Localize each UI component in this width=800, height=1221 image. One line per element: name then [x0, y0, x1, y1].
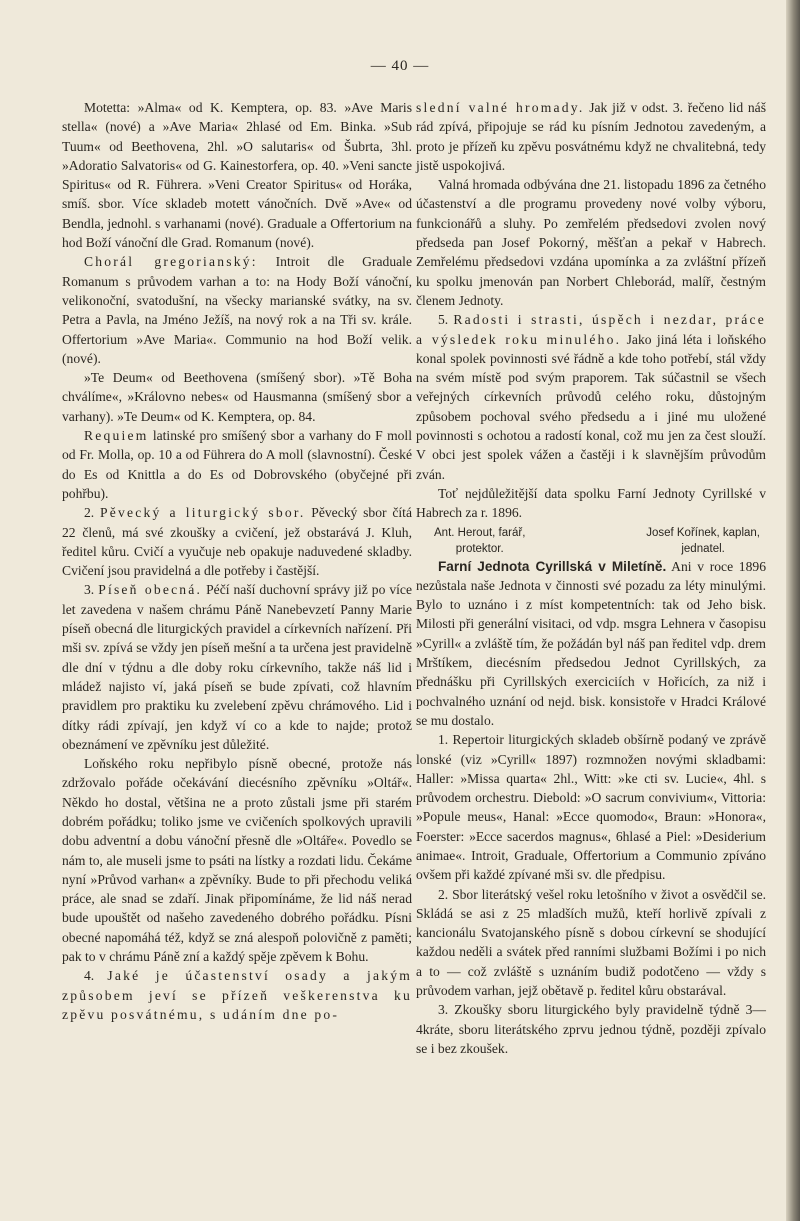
- page-number: — 40 —: [370, 58, 430, 74]
- paragraph: 2. Sbor literátský vešel roku letošního v život a osvědčil se. Skládá se asi z 25 mladších mužů, kteří horlivě zpívali z kancionálu Svatojanského písně s dobou církevní se shodující každou neděli a svátek před ranními službami Božími i po nich a to — což zvláště s uznáním budiž podotčeno — vždy s průvodem varhan, jejž obětavě p. ředitel kůru obstarával.: [416, 886, 766, 999]
- signature-block: [416, 523, 766, 557]
- section-lead: Chorál gregorianský:: [84, 254, 258, 270]
- paragraph: 5. Radosti i strasti, úspěch i nezdar, práce a výsledek roku minulého. Jako jiná léta i loňského konal spolek povinnosti své řádně a kde toho potřebí, stál vždy na svém místě pod svým praporem. Tak súčastnil se všech veřejných církevních průvodů celého roku, důstojným způsobem pochoval svého předsedu a i jiné mu uložené povinnosti s ochotou a radostí konal, což mu jen za čest slouží. V obci jest spolek vážen a častěji i k slavnějším průvodům zván.: [416, 312, 766, 482]
- paragraph: »Te Deum« od Beethovena (smíšený sbor). »Tě Boha chválíme«, »Královno nebes« od Hausmanna (smíšený sbor a varhany). »Te Deum« od K. Kemptera, op. 84.: [62, 370, 412, 424]
- section-lead: Requiem: [84, 428, 149, 444]
- page-edge: [786, 0, 800, 1221]
- signature-role: jednatel.: [681, 542, 725, 555]
- section-number: 2.: [84, 505, 95, 521]
- paragraph: Motetta: »Alma« od K. Kemptera, op. 83. »Ave Maris stella« (nové) a »Ave Maria« 2hlasé od Em. Binka. »Sub Tuum« od Beethovena, 2hl. »O salutaris« od Šubrta, 3hl. »Adoratio Salvatoris« od G. Kainestorfera, op. 40. »Veni sancte Spiritus« od R. Führera. »Veni Creator Spiritus« od Horáka, smíš. sbor. Více skladeb motett vánočních. Dvě »Ave« od Bendla, jednohl. s varhanami (nové). Graduale a Offertorium na hod Boží vánoční dle Grad. Romanum (nové).: [62, 100, 412, 251]
- signature-name: Josef Kořínek, kaplan,: [646, 526, 760, 539]
- section-heading: Farní Jednota Cyrillská v Miletíně.: [438, 558, 667, 574]
- right-column: [416, 98, 766, 1058]
- section-lead: Pěvecký a liturgický sbor.: [100, 505, 306, 521]
- signature-right: [646, 525, 760, 557]
- paragraph: Valná hromada odbývána dne 21. listopadu 1896 za četného účastenství a dle programu provedeny nové volby výboru, funkcionářů a sluhy. Po zemřelém předsedovi zvolen nový předseda pan Josef Pokorný, měšťan a pekař v Habrech. Zemřelému předsedovi vzdána upomínka a za zvláštní přízeň ku spolku jmenován pan Norbert Chleborád, malíř, čestným členem Jednoty.: [416, 177, 766, 308]
- paragraph: Farní Jednota Cyrillská v Miletíně. Ani v roce 1896 nezůstala naše Jednota v činnosti své pozadu za léty minulými. Bylo to uznáno i z míst kompetentních: tak od Jeho bisk. Milosti při generální visitaci, od vdp. msgra Lehnera v časopisu »Cyrill« a zvláště tím, že požádán byl náš pan ředitel vdp. drem Mrštíkem, diecésním předsedou Jednot Cyrillských, za přednášku při Cyrillských exerciciích v Hořicích, za niž i pochvalného uznání od nejd. bisk. konsistoře v Hradci Králové se mu dostalo.: [416, 558, 766, 728]
- signature-name: Ant. Herout, farář,: [434, 526, 526, 539]
- paragraph: 3. Zkoušky sboru liturgického byly pravidelně týdně 3—4kráte, sboru literátského zprvu jednou týdně, později zpívalo se i bez zkoušek.: [416, 1002, 766, 1056]
- signature-role: protektor.: [455, 542, 504, 555]
- section-lead: Radosti i strasti, úspěch i nezdar, práce a výsledek roku minulého.: [416, 312, 766, 347]
- paragraph: 2. Pěvecký a liturgický sbor. Pěvecký sbor čítá 22 členů, má své zkoušky a cvičení, jež obstarává J. Kluh, ředitel kůru. Cvičí a vyučuje neb opakuje naduvedené skladby. Cvičení jsou pravidelná a dle potřeby i častější.: [62, 505, 412, 579]
- section-lead: slední valné hromady.: [416, 100, 585, 115]
- paragraph: 3. Píseň obecná. Péčí naší duchovní správy již po více let zavedena v našem chrámu Páně Nanebevzetí Panny Marie píseň obecná dle liturgických pravidel a církevních nařízení. Při mši sv. zpívá se vždy jen píseň mešní a ta určena jest pravidelně dle dní v týdnu a dle doby roku církevního, takže náš lid i mládež najisto ví, jaká píseň se bude zpívati, což hlavním pravidlem pro praktiku ku zvelebení zpěvu chrámového. Lid i dítky rádi zpívají, jen když ví co a kde to najde; protož obeznámení ve zpěvníku jest důležité.: [62, 582, 412, 752]
- section-number: 4.: [84, 968, 95, 984]
- paragraph: Chorál gregorianský: Introit dle Graduale Romanum s průvodem varhan a to: na Hody Boží vánoční, velikonoční, svatodušní, na všecky marianské svátky, na sv. Petra a Pavla, na Jméno Ježíš, na nový rok a na Tři sv. krále. Offertorium »Ave Maria«. Communio na hod Boží velik. (nové).: [62, 254, 412, 366]
- section-lead: Píseň obecná.: [98, 582, 203, 598]
- signature-left: [434, 525, 525, 557]
- section-number: 5.: [438, 312, 449, 328]
- section-number: 3.: [84, 582, 95, 598]
- paragraph: slední valné hromady. Jak již v odst. 3. řečeno lid náš rád zpívá, připojuje se rád ku písním Jednotou zavedeným, a proto je přízeň ku zpěvu posvátnému když ne chvalitebná, tedy jistě uspokojivá.: [416, 100, 766, 173]
- paragraph: 1. Repertoir liturgických skladeb obšírně podaný ve zprávě lonské (viz »Cyrill« 1897) rozmnožen novými skladbami: Haller: »Missa quarta« 2hl., Witt: »ke cti sv. Lucie«, 4hl. s průvodem orchestru. Diebold: »O sacrum convivium«, Vittoria: »Popule meus«, Hanal: »Ecce quomodo«, Braun: »Honora«, Foerster: »Ecce sacerdos magnus«, 6hlasé a Piel: »Desiderium animae«. Introit, Graduale, Offertorium a Communio zpíváno ovšem při každé zpívané mši sv. dle předpisu.: [416, 732, 766, 883]
- paragraph: Toť nejdůležitější data spolku Farní Jednoty Cyrillské v Habrech za r. 1896.: [416, 485, 766, 521]
- section-lead: Jaké je účastenství osady a jakým způsobem jeví se přízeň veškerenstva ku zpěvu posvátnému, s udáním dne po-: [62, 968, 412, 1022]
- paragraph: Loňského roku nepřibylo písně obecné, protože nás zdržovalo pořáde očekávání diecésního zpěvníku »Oltář«. Někdo ho dostal, většina ne a proto zůstali jsme při starém dobrém pořádku; toliko jsme ve cvičeních spolkových upravili dobu adventní a dobu vánoční přesně dle »Oltáře«. Povedlo se nám to, ale museli jsme to psáti na lístky a rozdati lidu. Čekáme nyní »Průvod varhan« a zpěvníky. Bude to při přechodu veliká práce, ale snad se zdaří. Jinak připomínáme, že lid náš nerad bude upouštět od našeho zavedeného dobrého pořádku. Písni obecné napomáhá též, když se zná alespoň polovičně z paměti; pak to v chrámu Páně zní a každý spěje zpěvem k Bohu.: [62, 756, 412, 965]
- paragraph: [62, 966, 412, 1024]
- paragraph: Requiem latinské pro smíšený sbor a varhany do F moll od Fr. Molla, op. 10 a od Führera do A moll (slavnostní). České do Es od Knittla a do Es od Dobrovského (obyčejné při pohřbu).: [62, 428, 412, 501]
- left-column: [62, 98, 412, 1024]
